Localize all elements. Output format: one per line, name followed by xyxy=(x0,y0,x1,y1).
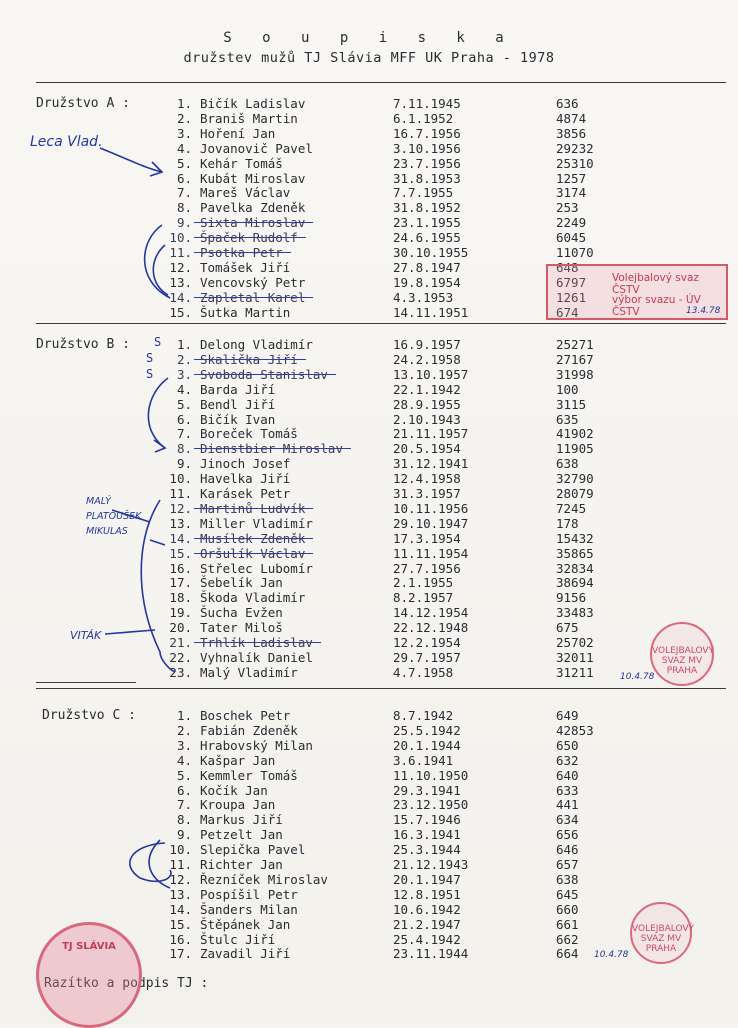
player-birthdate: 23.12.1950 xyxy=(393,797,469,813)
player-registration: 3174 xyxy=(556,185,587,201)
player-registration: 1257 xyxy=(556,170,587,186)
player-name: Jovanovič Pavel xyxy=(200,140,313,156)
player-name: Tater Miloš xyxy=(200,620,283,636)
player-number: 6. xyxy=(176,170,192,186)
player-name: Škoda Vladimír xyxy=(200,590,306,606)
player-number: 9. xyxy=(176,456,192,472)
player-number: 13. xyxy=(169,515,192,531)
player-number: 5. xyxy=(176,396,192,412)
player-name: Kašpar Jan xyxy=(200,752,276,768)
player-number: 1. xyxy=(176,96,192,111)
player-birthdate: 3.10.1956 xyxy=(393,140,461,156)
player-registration: 11905 xyxy=(556,441,594,457)
player-birthdate: 31.8.1952 xyxy=(393,200,461,216)
player-number: 6. xyxy=(176,411,192,427)
handwritten-prefix: S xyxy=(154,335,162,349)
player-birthdate: 4.3.1953 xyxy=(393,289,454,305)
player-number: 21. xyxy=(169,635,192,650)
player-registration: 42853 xyxy=(556,722,594,738)
player-birthdate: 23.1.1955 xyxy=(393,215,461,231)
player-name: Bičík Ivan xyxy=(200,411,276,427)
player-registration: 648 xyxy=(556,259,579,275)
player-name: Kočík Jan xyxy=(200,782,268,798)
player-registration: 674 xyxy=(556,304,579,320)
player-name: Oršulík Václav xyxy=(200,545,306,561)
player-number: 14. xyxy=(169,901,192,917)
player-registration: 4874 xyxy=(556,110,587,126)
player-number: 8. xyxy=(176,441,192,457)
player-number: 4. xyxy=(176,140,192,156)
handwritten-prefix: S xyxy=(146,351,154,365)
arrow-b-vitak xyxy=(105,630,155,634)
player-birthdate: 13.10.1957 xyxy=(393,366,469,382)
player-registration: 41902 xyxy=(556,426,594,442)
player-name: Petzelt Jan xyxy=(200,827,283,843)
player-name: Zavadil Jiří xyxy=(200,946,291,962)
player-birthdate: 31.3.1957 xyxy=(393,486,461,501)
player-birthdate: 21.12.1943 xyxy=(393,857,469,872)
player-birthdate: 24.6.1955 xyxy=(393,230,461,246)
player-birthdate: 16.9.1957 xyxy=(393,337,461,352)
player-number: 7. xyxy=(176,426,192,442)
player-name: Špaček Rudolf xyxy=(200,230,298,246)
player-birthdate: 14.11.1951 xyxy=(393,304,469,320)
player-number: 7. xyxy=(176,185,192,201)
bracket-b-1 xyxy=(148,378,168,448)
player-birthdate: 10.11.1956 xyxy=(393,500,469,516)
player-registration: 662 xyxy=(556,931,579,947)
player-number: 12. xyxy=(169,259,192,275)
player-number: 15. xyxy=(169,916,192,932)
player-number: 16. xyxy=(169,560,192,576)
arrow-b-mal xyxy=(112,510,150,522)
player-registration: 29232 xyxy=(556,140,594,156)
player-name: Boschek Petr xyxy=(200,708,291,723)
player-number: 9. xyxy=(176,827,192,843)
player-number: 14. xyxy=(169,289,192,305)
player-name: Štěpánek Jan xyxy=(200,916,291,932)
player-registration: 28079 xyxy=(556,486,594,501)
player-registration: 632 xyxy=(556,752,579,768)
player-birthdate: 31.12.1941 xyxy=(393,456,469,472)
player-birthdate: 20.1.1947 xyxy=(393,871,461,887)
player-number: 11. xyxy=(169,245,192,260)
player-number: 13. xyxy=(169,274,192,290)
player-number: 3. xyxy=(176,366,192,382)
bracket-c xyxy=(130,843,171,881)
player-name: Zapletal Karel xyxy=(200,289,306,305)
player-number: 14. xyxy=(169,530,192,546)
player-registration: 635 xyxy=(556,411,579,427)
player-birthdate: 19.8.1954 xyxy=(393,274,461,290)
player-name: Karásek Petr xyxy=(200,486,291,501)
player-registration: 33483 xyxy=(556,605,594,621)
handwritten-note-b: MALÝ PLATOUŠEK MIKULAS xyxy=(86,496,142,537)
player-registration: 6797 xyxy=(556,274,587,290)
player-number: 5. xyxy=(176,155,192,171)
player-number: 12. xyxy=(169,500,192,516)
player-birthdate: 14.12.1954 xyxy=(393,605,469,621)
player-number: 23. xyxy=(169,664,192,680)
player-birthdate: 12.2.1954 xyxy=(393,635,461,650)
player-number: 10. xyxy=(169,230,192,246)
player-name: Střelec Lubomír xyxy=(200,560,313,576)
handwritten-note-vitak: VITÁK xyxy=(70,629,102,642)
player-birthdate: 21.2.1947 xyxy=(393,916,461,932)
player-number: 13. xyxy=(169,886,192,902)
player-birthdate: 8.7.1942 xyxy=(393,708,454,723)
player-name: Martinů Ludvík xyxy=(200,500,306,516)
player-registration: 636 xyxy=(556,96,579,111)
player-birthdate: 12.8.1951 xyxy=(393,886,461,902)
player-registration: 664 xyxy=(556,946,579,962)
player-registration: 638 xyxy=(556,871,579,887)
player-name: Vencovský Petr xyxy=(200,274,306,290)
player-number: 8. xyxy=(176,812,192,828)
handwritten-note-a: Leca Vlad. xyxy=(30,134,103,150)
player-name: Mareš Václav xyxy=(200,185,291,201)
player-name: Malý Vladimír xyxy=(200,664,298,680)
player-birthdate: 28.9.1955 xyxy=(393,396,461,412)
player-name: Vyhnalík Daniel xyxy=(200,649,313,665)
player-number: 15. xyxy=(169,545,192,561)
player-name: Musílek Zdeněk xyxy=(200,530,306,546)
player-registration: 650 xyxy=(556,737,579,753)
player-registration: 638 xyxy=(556,456,579,472)
player-name: Bendl Jiří xyxy=(200,396,276,412)
player-name: Dienstbier Miroslav xyxy=(200,441,343,457)
player-number: 18. xyxy=(169,590,192,606)
player-number: 20. xyxy=(169,620,192,636)
player-name: Tomášek Jiří xyxy=(200,259,291,275)
player-name: Richter Jan xyxy=(200,857,283,872)
player-registration: 634 xyxy=(556,812,579,828)
player-registration: 32834 xyxy=(556,560,594,576)
player-name: Miller Vladimír xyxy=(200,515,313,531)
team-b-label: Družstvo B : xyxy=(36,337,130,352)
player-birthdate: 15.7.1946 xyxy=(393,812,461,828)
handwritten-prefix: S xyxy=(146,367,154,381)
player-name: Slepička Pavel xyxy=(200,842,306,858)
player-name: Pavelka Zdeněk xyxy=(200,200,306,216)
player-name: Kemmler Tomáš xyxy=(200,767,298,783)
player-number: 10. xyxy=(169,471,192,487)
player-name: Trhlík Ladislav xyxy=(200,635,313,650)
player-birthdate: 27.7.1956 xyxy=(393,560,461,576)
player-birthdate: 23.7.1956 xyxy=(393,155,461,171)
player-registration: 646 xyxy=(556,842,579,858)
player-registration: 441 xyxy=(556,797,579,813)
player-birthdate: 25.3.1944 xyxy=(393,842,461,858)
player-registration: 656 xyxy=(556,827,579,843)
document-subtitle: družstev mužů TJ Slávia MFF UK Praha - 1978 xyxy=(183,50,555,66)
player-registration: 660 xyxy=(556,901,579,917)
player-number: 11. xyxy=(169,486,192,501)
player-birthdate: 16.7.1956 xyxy=(393,125,461,141)
player-number: 15. xyxy=(169,304,192,320)
stamp-mv-praha-b: VOLEJBALOVÝ SVAZ MV PRAHA xyxy=(650,622,714,686)
player-birthdate: 2.10.1943 xyxy=(393,411,461,427)
player-registration: 633 xyxy=(556,782,579,798)
player-name: Kehár Tomáš xyxy=(200,155,283,171)
bracket-b-2 xyxy=(141,500,175,672)
player-birthdate: 3.6.1941 xyxy=(393,752,454,768)
player-number: 3. xyxy=(176,737,192,753)
player-registration: 640 xyxy=(556,767,579,783)
player-birthdate: 21.11.1957 xyxy=(393,426,469,442)
player-birthdate: 22.1.1942 xyxy=(393,381,461,397)
player-number: 4. xyxy=(176,752,192,768)
player-number: 2. xyxy=(176,110,192,126)
player-number: 10. xyxy=(169,842,192,858)
stamp-tj-slavia: TJ SLÁVIA xyxy=(36,922,142,1028)
player-name: Pospíšil Petr xyxy=(200,886,298,902)
player-number: 17. xyxy=(169,946,192,962)
player-name: Havelka Jiří xyxy=(200,471,291,487)
player-registration: 25702 xyxy=(556,635,594,650)
player-name: Barda Jiří xyxy=(200,381,276,397)
player-name: Bičík Ladislav xyxy=(200,96,306,111)
player-name: Jinoch Josef xyxy=(200,456,291,472)
player-registration: 15432 xyxy=(556,530,594,546)
player-registration: 253 xyxy=(556,200,579,216)
player-number: 1. xyxy=(176,708,192,723)
player-name: Štulc Jiří xyxy=(200,931,276,947)
player-name: Markus Jiří xyxy=(200,812,283,828)
player-registration: 6045 xyxy=(556,230,587,246)
player-registration: 178 xyxy=(556,515,579,531)
player-birthdate: 30.10.1955 xyxy=(393,245,469,260)
player-number: 3. xyxy=(176,125,192,141)
player-registration: 2249 xyxy=(556,215,587,231)
stamp-volleyball-federation: Volejbalový svaz ČSTV výbor svazu - ÚV ČSTV xyxy=(546,264,728,320)
player-birthdate: 8.2.1957 xyxy=(393,590,454,606)
player-number: 8. xyxy=(176,200,192,216)
player-registration: 32790 xyxy=(556,471,594,487)
stamp-signature-label: Razítko a podpis TJ : xyxy=(44,976,209,991)
player-birthdate: 7.11.1945 xyxy=(393,96,461,111)
player-name: Delong Vladimír xyxy=(200,337,313,352)
player-birthdate: 31.8.1953 xyxy=(393,170,461,186)
player-birthdate: 27.8.1947 xyxy=(393,259,461,275)
player-number: 11. xyxy=(169,857,192,872)
player-birthdate: 23.11.1944 xyxy=(393,946,469,962)
player-birthdate: 29.7.1957 xyxy=(393,649,461,665)
player-number: 2. xyxy=(176,351,192,367)
stamp-date-b: 10.4.78 xyxy=(620,672,655,682)
player-name: Šanders Milan xyxy=(200,901,298,917)
player-birthdate: 24.2.1958 xyxy=(393,351,461,367)
team-a-label: Družstvo A : xyxy=(36,96,130,111)
player-birthdate: 29.10.1947 xyxy=(393,515,469,531)
player-birthdate: 20.5.1954 xyxy=(393,441,461,457)
document-title: S o u p i s k a xyxy=(223,30,515,46)
player-registration: 1261 xyxy=(556,289,587,305)
player-name: Svoboda Stanislav xyxy=(200,366,328,382)
player-registration: 35865 xyxy=(556,545,594,561)
player-registration: 9156 xyxy=(556,590,587,606)
player-name: Šucha Evžen xyxy=(200,605,283,621)
player-number: 9. xyxy=(176,215,192,231)
arrow-a-1 xyxy=(100,148,162,172)
player-registration: 27167 xyxy=(556,351,594,367)
player-number: 5. xyxy=(176,767,192,783)
player-birthdate: 29.3.1941 xyxy=(393,782,461,798)
player-birthdate: 12.4.1958 xyxy=(393,471,461,487)
team-c-label: Družstvo C : xyxy=(42,708,136,723)
player-name: Fabián Zdeněk xyxy=(200,722,298,738)
player-birthdate: 11.11.1954 xyxy=(393,545,469,561)
player-registration: 100 xyxy=(556,381,579,397)
arrow-b-2 xyxy=(150,540,165,545)
player-registration: 657 xyxy=(556,857,579,872)
player-number: 6. xyxy=(176,782,192,798)
player-number: 19. xyxy=(169,605,192,621)
player-registration: 3856 xyxy=(556,125,587,141)
player-number: 1. xyxy=(176,337,192,352)
player-registration: 32011 xyxy=(556,649,594,665)
player-birthdate: 11.10.1950 xyxy=(393,767,469,783)
player-name: Psotka Petr xyxy=(200,245,283,260)
player-name: Šebelík Jan xyxy=(200,575,283,591)
player-registration: 645 xyxy=(556,886,579,902)
player-registration: 31998 xyxy=(556,366,594,382)
stamp-date-c: 10.4.78 xyxy=(594,950,629,960)
bracket-b-1-head xyxy=(154,440,165,452)
player-name: Šutka Martin xyxy=(200,304,291,320)
player-birthdate: 20.1.1944 xyxy=(393,737,461,753)
player-birthdate: 25.5.1942 xyxy=(393,722,461,738)
player-registration: 7245 xyxy=(556,500,587,516)
player-birthdate: 2.1.1955 xyxy=(393,575,454,591)
player-number: 22. xyxy=(169,649,192,665)
player-number: 12. xyxy=(169,871,192,887)
player-registration: 3115 xyxy=(556,396,587,412)
player-birthdate: 17.3.1954 xyxy=(393,530,461,546)
stamp-mv-praha-c: VOLEJBALOVÝ SVAZ MV PRAHA xyxy=(630,902,692,964)
player-registration: 31211 xyxy=(556,664,594,680)
stamp-date-a: 13.4.78 xyxy=(686,306,721,316)
player-registration: 675 xyxy=(556,620,579,636)
player-name: Kroupa Jan xyxy=(200,797,276,813)
player-name: Sixta Miroslav xyxy=(200,215,306,231)
player-name: Braniš Martin xyxy=(200,110,298,126)
player-name: Hoření Jan xyxy=(200,125,276,141)
player-birthdate: 16.3.1941 xyxy=(393,827,461,843)
player-number: 2. xyxy=(176,722,192,738)
player-number: 4. xyxy=(176,381,192,397)
player-birthdate: 10.6.1942 xyxy=(393,901,461,917)
player-birthdate: 4.7.1958 xyxy=(393,664,454,680)
player-registration: 25271 xyxy=(556,337,594,352)
player-number: 7. xyxy=(176,797,192,813)
player-name: Boreček Tomáš xyxy=(200,426,298,442)
player-birthdate: 7.7.1955 xyxy=(393,185,454,201)
player-number: 16. xyxy=(169,931,192,947)
player-birthdate: 25.4.1942 xyxy=(393,931,461,947)
bracket-a xyxy=(145,225,170,298)
player-birthdate: 22.12.1948 xyxy=(393,620,469,636)
player-registration: 25310 xyxy=(556,155,594,171)
player-registration: 661 xyxy=(556,916,579,932)
player-name: Kubát Miroslav xyxy=(200,170,306,186)
player-name: Řezníček Miroslav xyxy=(200,871,328,887)
player-registration: 38694 xyxy=(556,575,594,591)
player-registration: 11070 xyxy=(556,245,594,260)
player-name: Hrabovský Milan xyxy=(200,737,313,753)
player-birthdate: 6.1.1952 xyxy=(393,110,454,126)
player-number: 17. xyxy=(169,575,192,591)
player-name: Skalička Jiří xyxy=(200,351,298,367)
player-registration: 649 xyxy=(556,708,579,723)
